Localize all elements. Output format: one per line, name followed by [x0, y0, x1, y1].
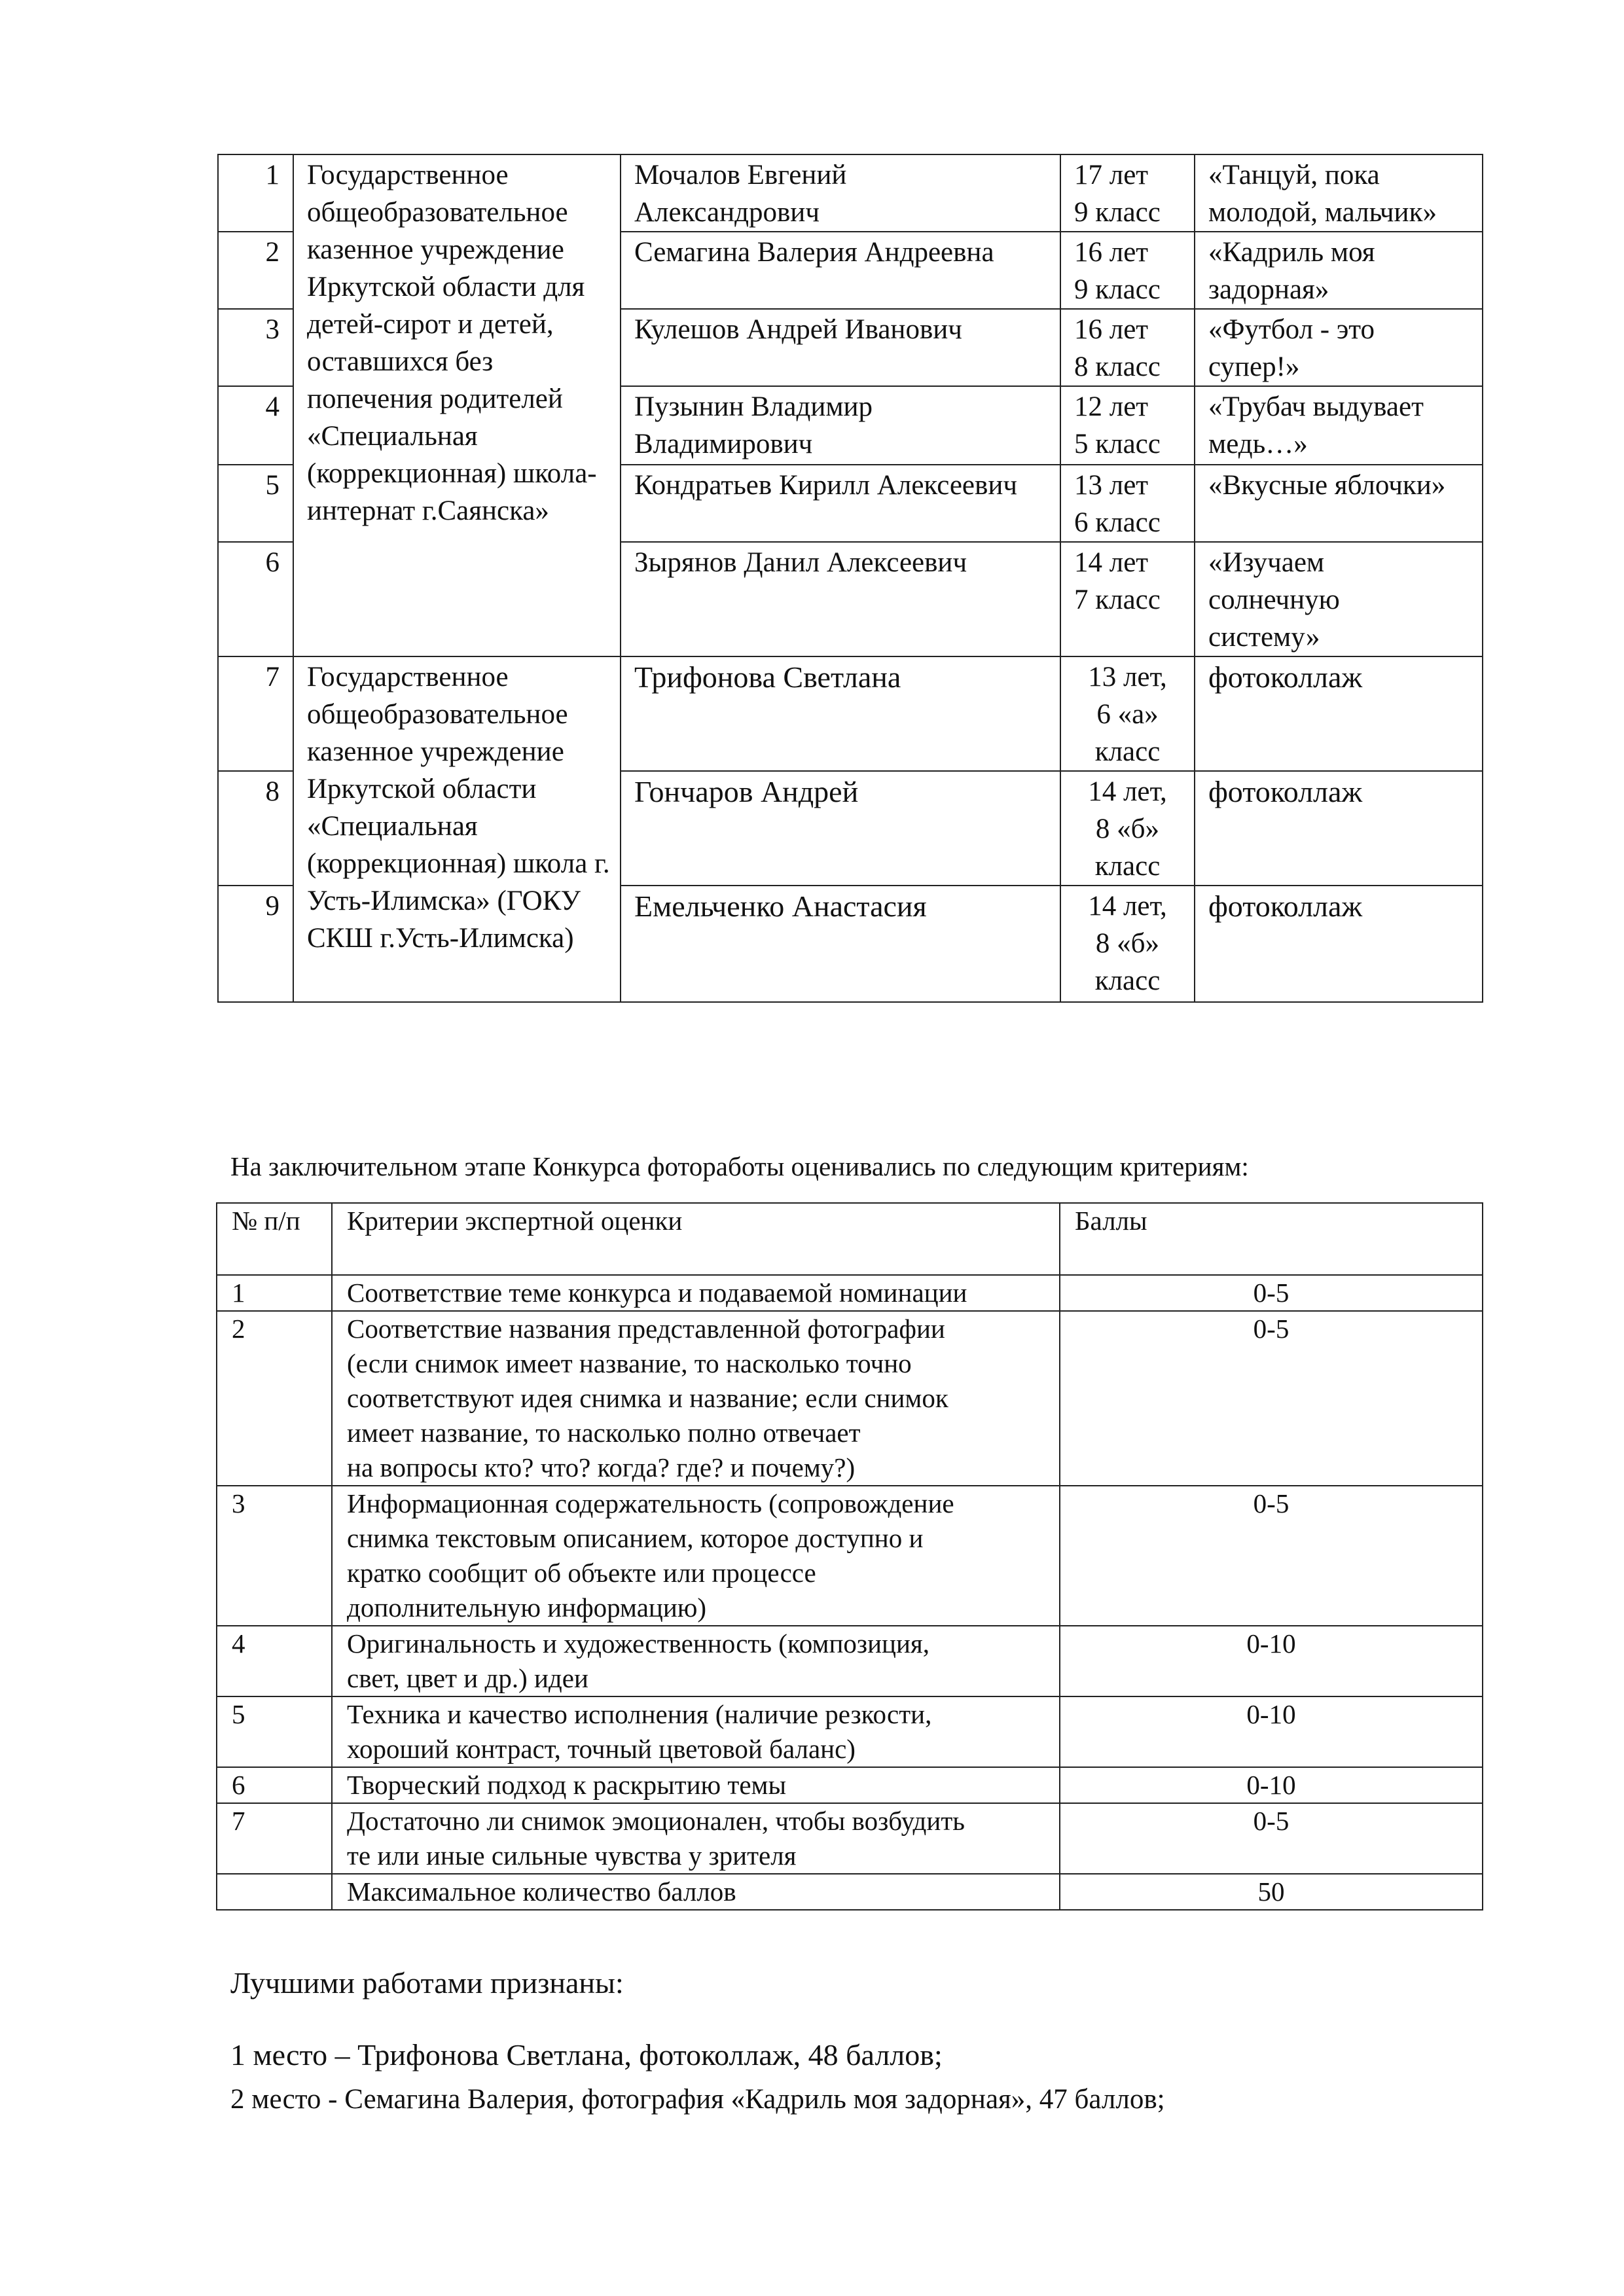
criterion-number: 4	[217, 1626, 332, 1696]
criterion-number: 2	[217, 1311, 332, 1486]
criterion-score: 0-10	[1060, 1696, 1483, 1767]
criterion-text: Соответствие названия представленной фотографии (если снимок имеет название, то насколько точно соответствуют идея снимка и название; если снимок имеет название, то насколько полно отвечает на вопросы кто? что? когда? где? и почему?)	[332, 1311, 1060, 1486]
institution-cell: Государственное общеобразовательное казенное учреждение Иркутской области для детей-сирот и детей, оставшихся без попечения родителей «Специальная (коррекционная) школа-интернат г.Саянска»	[293, 154, 621, 656]
participant-name: Трифонова Светлана	[621, 656, 1060, 771]
criterion-text-total: Максимальное количество баллов	[332, 1874, 1060, 1910]
criterion-number	[217, 1874, 332, 1910]
work-title: фотоколлаж	[1195, 771, 1483, 886]
work-title: «Кадриль моя задорная»	[1195, 232, 1483, 309]
result-second-place: 2 место - Семагина Валерия, фотография «Кадриль моя задорная», 47 баллов;	[230, 2084, 1165, 2115]
table-row	[217, 1803, 1483, 1874]
participant-age: 16 лет 8 класс	[1060, 309, 1195, 386]
criterion-score-total: 50	[1060, 1874, 1483, 1910]
row-number: 9	[218, 886, 293, 1002]
participant-age: 17 лет 9 класс	[1060, 154, 1195, 232]
work-title: «Изучаем солнечную систему»	[1195, 542, 1483, 656]
criterion-text: Достаточно ли снимок эмоционален, чтобы возбудить те или иные сильные чувства у зрителя	[332, 1803, 1060, 1874]
criteria-intro-text: На заключительном этапе Конкурса фотоработы оценивались по следующим критериям:	[230, 1151, 1249, 1181]
institution-cell: Государственное общеобразовательное казенное учреждение Иркутской области «Специальная (коррекционная) школа г. Усть-Илимска» (ГОКУ СКШ г.Усть-Илимска)	[293, 656, 621, 1002]
work-title: «Футбол - это супер!»	[1195, 309, 1483, 386]
result-first-place: 1 место – Трифонова Светлана, фотоколлаж, 48 баллов;	[230, 2038, 943, 2072]
work-title: фотоколлаж	[1195, 656, 1483, 771]
criterion-score: 0-5	[1060, 1275, 1483, 1311]
row-number: 5	[218, 465, 293, 542]
participant-name: Гончаров Андрей	[621, 771, 1060, 886]
participant-age: 13 лет 6 класс	[1060, 465, 1195, 542]
row-number: 3	[218, 309, 293, 386]
work-title: «Вкусные яблочки»	[1195, 465, 1483, 542]
row-number: 1	[218, 154, 293, 232]
work-title: «Танцуй, пока молодой, мальчик»	[1195, 154, 1483, 232]
criterion-number: 3	[217, 1486, 332, 1626]
criterion-number: 6	[217, 1767, 332, 1803]
table-row	[218, 656, 1483, 771]
participant-name: Семагина Валерия Андреевна	[621, 232, 1060, 309]
criteria-table	[216, 1202, 1483, 1910]
criterion-score: 0-10	[1060, 1767, 1483, 1803]
row-number: 2	[218, 232, 293, 309]
criterion-text: Оригинальность и художественность (композиция, свет, цвет и др.) идеи	[332, 1626, 1060, 1696]
table-row	[217, 1275, 1483, 1311]
table-row	[217, 1874, 1483, 1910]
row-number: 7	[218, 656, 293, 771]
column-header-number: № п/п	[217, 1203, 332, 1275]
participant-age: 16 лет 9 класс	[1060, 232, 1195, 309]
work-title: «Трубач выдувает медь…»	[1195, 386, 1483, 465]
criterion-text: Информационная содержательность (сопровождение снимка текстовым описанием, которое доступно и кратко сообщит об объекте или процессе дополнительную информацию)	[332, 1486, 1060, 1626]
table-row	[217, 1311, 1483, 1486]
row-number: 4	[218, 386, 293, 465]
participants-table	[217, 154, 1483, 1003]
participant-name: Пузынин Владимир Владимирович	[621, 386, 1060, 465]
participant-age: 12 лет 5 класс	[1060, 386, 1195, 465]
table-header-row	[217, 1203, 1483, 1275]
column-header-score: Баллы	[1060, 1203, 1483, 1275]
criterion-number: 5	[217, 1696, 332, 1767]
column-header-criteria: Критерии экспертной оценки	[332, 1203, 1060, 1275]
row-number: 8	[218, 771, 293, 886]
participant-name: Зырянов Данил Алексеевич	[621, 542, 1060, 656]
criterion-score: 0-5	[1060, 1486, 1483, 1626]
participant-name: Емельченко Анастасия	[621, 886, 1060, 1002]
criterion-number: 1	[217, 1275, 332, 1311]
table-row	[217, 1486, 1483, 1626]
table-row	[217, 1696, 1483, 1767]
criterion-text: Техника и качество исполнения (наличие резкости, хороший контраст, точный цветовой баланс)	[332, 1696, 1060, 1767]
results-heading: Лучшими работами признаны:	[230, 1966, 624, 2000]
participant-name: Кондратьев Кирилл Алексеевич	[621, 465, 1060, 542]
row-number: 6	[218, 542, 293, 656]
criterion-score: 0-10	[1060, 1626, 1483, 1696]
table-row	[217, 1767, 1483, 1803]
criterion-text: Творческий подход к раскрытию темы	[332, 1767, 1060, 1803]
participant-name: Мочалов Евгений Александрович	[621, 154, 1060, 232]
criterion-score: 0-5	[1060, 1311, 1483, 1486]
work-title: фотоколлаж	[1195, 886, 1483, 1002]
participant-age: 14 лет, 8 «б» класс	[1060, 886, 1195, 1002]
participant-age: 13 лет, 6 «а» класс	[1060, 656, 1195, 771]
criterion-text: Соответствие теме конкурса и подаваемой номинации	[332, 1275, 1060, 1311]
participant-name: Кулешов Андрей Иванович	[621, 309, 1060, 386]
table-row	[217, 1626, 1483, 1696]
criterion-score: 0-5	[1060, 1803, 1483, 1874]
participant-age: 14 лет 7 класс	[1060, 542, 1195, 656]
table-row	[218, 154, 1483, 232]
participant-age: 14 лет, 8 «б» класс	[1060, 771, 1195, 886]
criterion-number: 7	[217, 1803, 332, 1874]
